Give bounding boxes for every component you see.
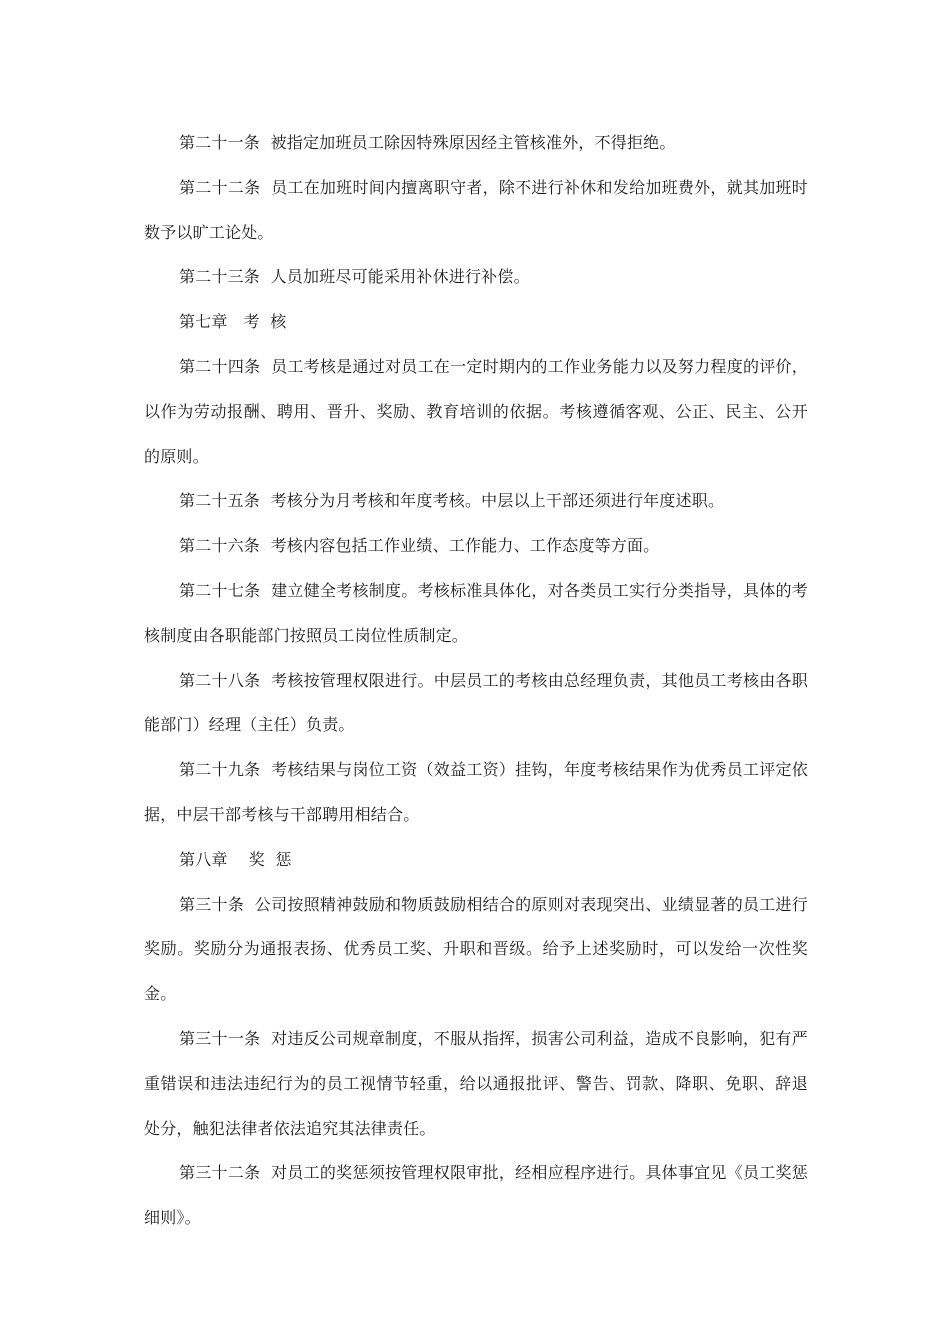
- article-30: 第三十条 公司按照精神鼓励和物质鼓励相结合的原则对表现突出、业绩显著的员工进行奖励。奖励分为通报表扬、优秀员工奖、升职和晋级。给予上述奖励时，可以发给一次性奖金。: [144, 894, 808, 1004]
- article-22: 第二十二条 员工在加班时间内擅离职守者，除不进行补休和发给加班费外，就其加班时数予以旷工论处。: [144, 177, 808, 242]
- document-body: [144, 121, 808, 1241]
- article-32: 第三十二条 对员工的奖惩须按管理权限审批，经相应程序进行。具体事宜见《员工奖惩细则》。: [144, 1163, 808, 1228]
- article-29: 第二十九条 考核结果与岗位工资（效益工资）挂钩，年度考核结果作为优秀员工评定依据，中层干部考核与干部聘用相结合。: [144, 760, 808, 824]
- article-27: 第二十七条 建立健全考核制度。考核标准具体化，对各类员工实行分类指导，具体的考核制度由各职能部门按照员工岗位性质制定。: [144, 580, 808, 645]
- article-26: 第二十六条 考核内容包括工作业绩、工作能力、工作态度等方面。: [179, 536, 660, 556]
- article-25: 第二十五条 考核分为月考核和年度考核。中层以上干部还须进行年度述职。: [179, 491, 725, 511]
- chapter-7-heading: 第七章 考 核: [179, 312, 287, 332]
- article-31: 第三十一条 对违反公司规章制度，不服从指挥，损害公司利益，造成不良影响，犯有严重错误和违法违纪行为的员工视情节轻重，给以通报批评、警告、罚款、降职、免职、辞退处分，触犯法律者依法追究其法律责任。: [144, 1028, 808, 1138]
- article-28: 第二十八条 考核按管理权限进行。中层员工的考核由总经理负责，其他员工考核由各职能部门）经理（主任）负责。: [144, 670, 808, 735]
- article-21: 第二十一条 被指定加班员工除因特殊原因经主管核准外，不得拒绝。: [179, 133, 676, 152]
- chapter-8-heading: 第八章 奖 惩: [179, 849, 292, 869]
- article-23: 第二十三条 人员加班尽可能采用补休进行补偿。: [179, 267, 530, 287]
- article-24: 第二十四条 员工考核是通过对员工在一定时期内的工作业务能力以及努力程度的评价，以作为劳动报酬、聘用、晋升、奖励、教育培训的依据。考核遵循客观、公正、民主、公开的原则。: [144, 356, 808, 466]
